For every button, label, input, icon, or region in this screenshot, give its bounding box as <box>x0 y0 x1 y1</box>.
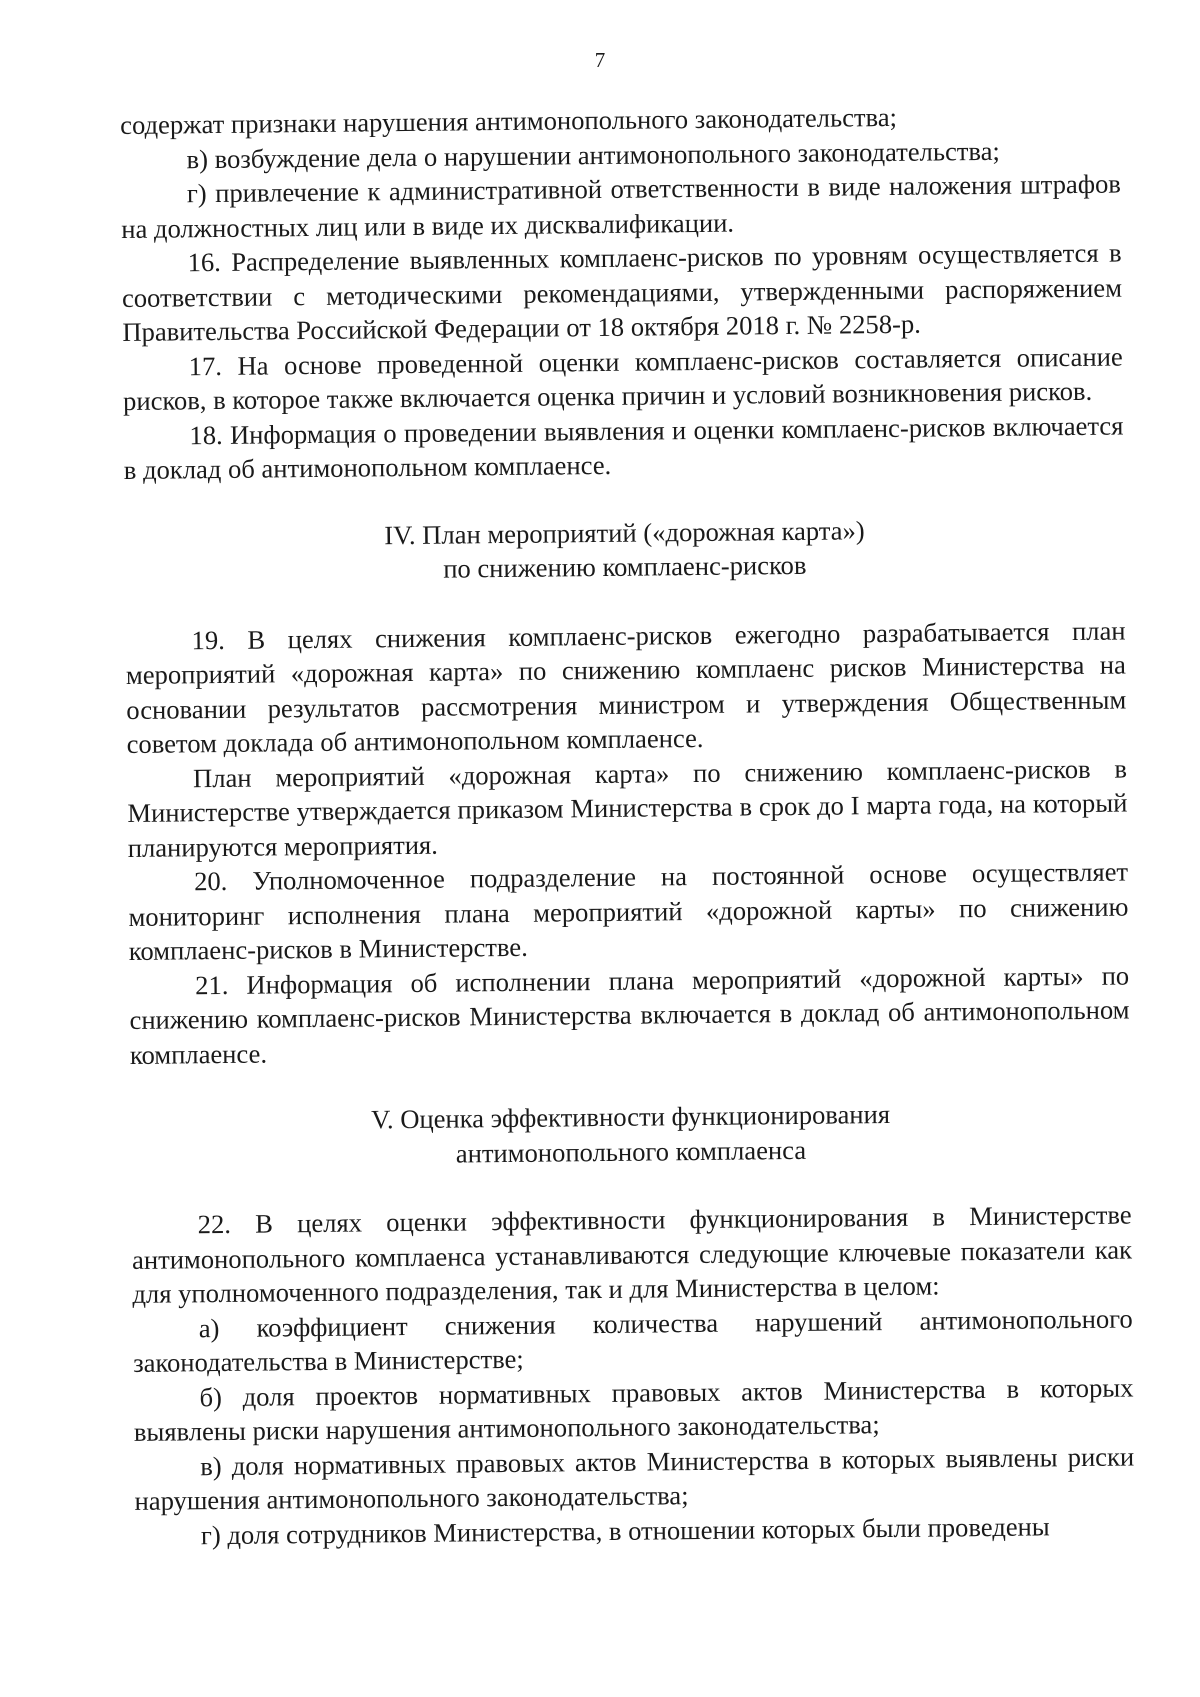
section-5-heading-line1: V. Оценка эффективности функционирования <box>370 1098 891 1135</box>
section-5-heading-line2: антимонопольного комплаенса <box>455 1134 807 1169</box>
paragraph-18: 18. Информация о проведении выявления и оценки комплаенс-рисков включается в доклад об антимонопольном комплаенсе. <box>123 410 1124 485</box>
paragraph-22-g: г) доля сотрудников Министерства, в отношении которых были проведены <box>200 1510 1050 1550</box>
paragraph-22: 22. В целях оценки эффективности функционирования в Министерстве антимонопольного комплаенса устанавливаются следующие ключевые показатели как для уполномоченного подразделения, так и для Министерства в целом: <box>131 1199 1133 1309</box>
paragraph-item-v: в) возбуждение дела о нарушении антимонопольного законодательства; <box>186 135 1000 174</box>
paragraph-22-v: в) доля нормативных правовых актов Министерства в которых выявлены риски нарушения антимонопольного законодательства; <box>134 1440 1135 1516</box>
paragraph-22-b: б) доля проектов нормативных правовых актов Министерства в которых выявлены риски нарушения антимонопольного законодательства; <box>133 1371 1134 1447</box>
section-4-heading-line2: по снижению комплаенс-рисков <box>443 549 807 584</box>
paragraph-19: 19. В целях снижения комплаенс-рисков ежегодно разрабатывается план мероприятий «дорожная карта» по снижению комплаенс рисков Министерства на основании результатов рассмотрения министром и утверждения Общественным советом доклада об антимонопольном комплаенсе. <box>125 614 1127 759</box>
section-4-heading-line1: IV. План мероприятий («дорожная карта») <box>384 514 865 550</box>
paragraph-16: 16. Распределение выявленных комплаенс-рисков по уровням осуществляется в соответствии с методическими рекомендациями, утвержденными распоряжением Правительства Российской Федерации от 18 октября 2018 г. № 2258-р. <box>121 237 1123 347</box>
section-5-heading <box>130 1094 1131 1173</box>
section-4-heading <box>124 510 1125 589</box>
paragraph-item-g: г) привлечение к административной ответственности в виде наложения штрафов на должностных лиц или в виде их дисквалификации. <box>121 168 1122 244</box>
paragraph-20: 20. Уполномоченное подразделение на постоянной основе осуществляет мониторинг исполнения плана мероприятий «дорожной карты» по снижению комплаенс-рисков в Министерстве. <box>128 856 1129 966</box>
page-number: 7 <box>594 48 606 72</box>
paragraph-continuation: содержат признаки нарушения антимонопольного законодательства; <box>120 101 898 140</box>
document-body <box>120 98 1135 1553</box>
paragraph-21: 21. Информация об исполнении плана мероприятий «дорожной карты» по снижению комплаенс-рисков Министерства включается в доклад об антимонопольном комплаенсе. <box>129 959 1130 1070</box>
paragraph-17: 17. На основе проведенной оценки комплаенс-рисков составляется описание рисков, в которое также включается оценка причин и условий возникновения рисков. <box>122 341 1123 416</box>
paragraph-roadmap-approval: План мероприятий «дорожная карта» по снижению комплаенс-рисков в Министерстве утверждается приказом Министерства в срок до I марта года, на который планируются мероприятия. <box>127 752 1128 863</box>
paragraph-22-a: а) коэффициент снижения количества нарушений антимонопольного законодательства в Министерстве; <box>132 1302 1133 1378</box>
